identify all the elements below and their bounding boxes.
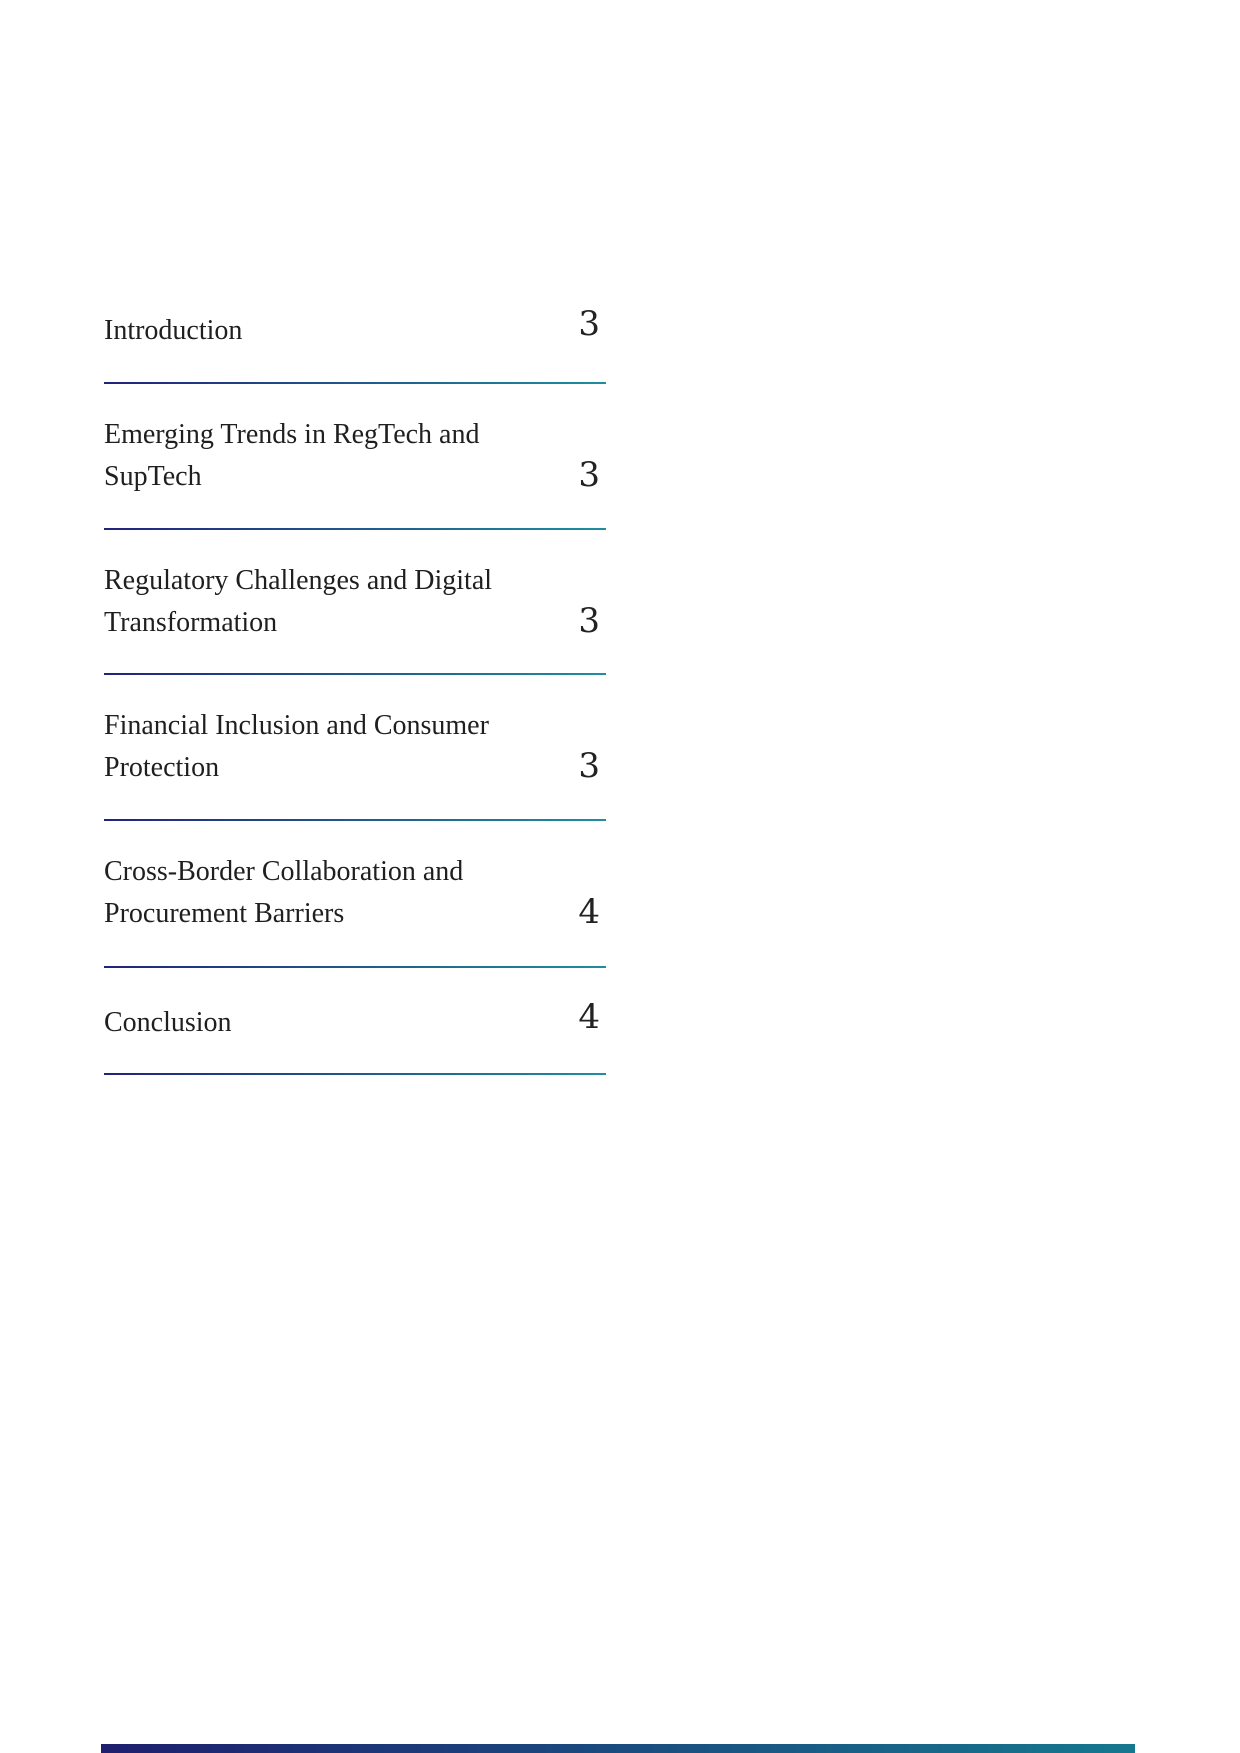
toc-entry-page-number: 4 [578,997,600,1037]
toc-entry-title: Conclusion [104,1007,232,1038]
toc-entry-page-number: 3 [578,455,600,495]
toc-entry-title: Regulatory Challenges and Digital Transformation [104,565,493,638]
toc-entry-page-number: 3 [578,601,600,641]
toc-entry-title: Emerging Trends in RegTech and SupTech [104,419,480,492]
toc-entry-cross-border[interactable] [104,821,606,968]
table-of-contents [104,262,606,1075]
toc-entry-page-number: 3 [578,746,600,786]
toc-divider [104,1073,606,1075]
toc-entry-introduction[interactable] [104,262,606,384]
toc-entry-page-number: 4 [578,892,600,932]
footer-accent-bar [101,1744,1135,1753]
toc-entry-page-number: 3 [578,304,600,344]
toc-entry-financial-inclusion[interactable] [104,675,606,821]
toc-entry-regulatory-challenges[interactable] [104,530,606,675]
toc-entry-title: Cross-Border Collaboration and Procurement Barriers [104,856,464,929]
toc-entry-title: Introduction [104,315,243,346]
toc-entry-emerging-trends[interactable] [104,384,606,530]
toc-entry-title: Financial Inclusion and Consumer Protection [104,710,489,783]
toc-entry-conclusion[interactable] [104,968,606,1075]
